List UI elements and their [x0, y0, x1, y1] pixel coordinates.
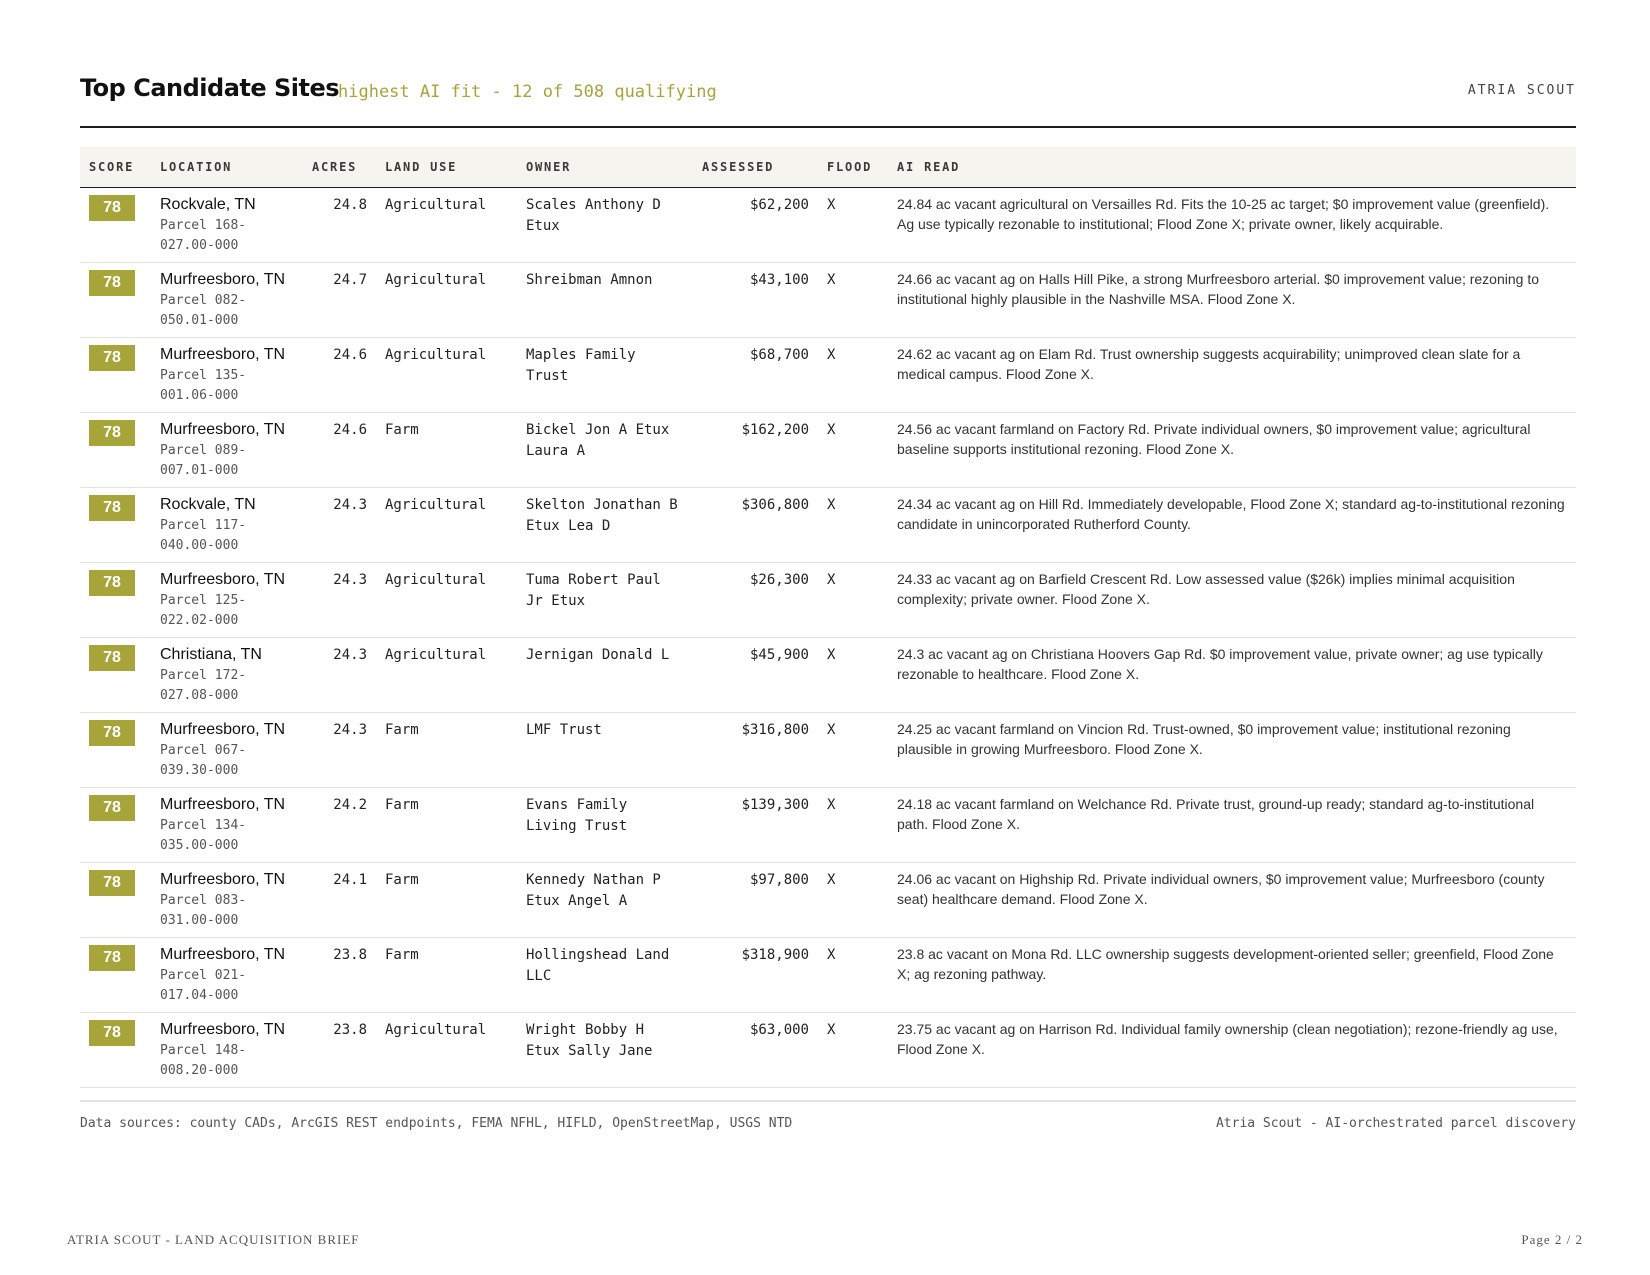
ai-read-cell: 24.84 ac vacant agricultural on Versailles Rd. Fits the 10-25 ac target; $0 improvement value (greenfield). Ag use typically rezonable to institutional; Flood Zone X; private owner, likely acquirable. [888, 188, 1576, 263]
score-cell [80, 638, 151, 713]
land-use-cell: Farm [376, 413, 517, 488]
location-cell [151, 413, 303, 488]
location-cell [151, 338, 303, 413]
score-badge: 78 [89, 495, 135, 521]
candidate-sites-table [80, 147, 1576, 1088]
parcel-id: Parcel 135-001.06-000 [160, 368, 247, 403]
acres-cell: 24.3 [303, 488, 376, 563]
flood-cell: X [818, 338, 888, 413]
table-row [80, 1013, 1576, 1088]
flood-cell: X [818, 263, 888, 338]
column-header-flood: FLOOD [818, 147, 888, 188]
assessed-cell: $26,300 [693, 563, 818, 638]
acres-cell: 24.7 [303, 263, 376, 338]
acres-cell: 24.1 [303, 863, 376, 938]
parcel-id: Parcel 134-035.00-000 [160, 818, 247, 853]
location-city: Murfreesboro, TN [160, 796, 286, 813]
location-cell [151, 938, 303, 1013]
score-badge: 78 [89, 720, 135, 746]
flood-cell: X [818, 188, 888, 263]
acres-cell: 23.8 [303, 938, 376, 1013]
owner-cell: Kennedy Nathan P Etux Angel A [517, 863, 693, 938]
ai-read-cell: 23.75 ac vacant ag on Harrison Rd. Individual family ownership (clean negotiation); rezone-friendly ag use, Flood Zone X. [888, 1013, 1576, 1088]
flood-cell: X [818, 563, 888, 638]
assessed-cell: $68,700 [693, 338, 818, 413]
flood-cell: X [818, 713, 888, 788]
page-title: Top Candidate Sites [80, 74, 340, 102]
table-row [80, 413, 1576, 488]
score-cell [80, 713, 151, 788]
assessed-cell: $306,800 [693, 488, 818, 563]
ai-read-cell: 24.62 ac vacant ag on Elam Rd. Trust ownership suggests acquirability; unimproved clean slate for a medical campus. Flood Zone X. [888, 338, 1576, 413]
parcel-id: Parcel 148-008.20-000 [160, 1043, 247, 1078]
score-badge: 78 [89, 420, 135, 446]
column-header-owner: OWNER [517, 147, 693, 188]
parcel-id: Parcel 168-027.00-000 [160, 218, 247, 253]
location-cell [151, 488, 303, 563]
table-row [80, 788, 1576, 863]
table-row [80, 863, 1576, 938]
score-badge: 78 [89, 570, 135, 596]
parcel-id: Parcel 083-031.00-000 [160, 893, 247, 928]
assessed-cell: $63,000 [693, 1013, 818, 1088]
acres-cell: 24.3 [303, 638, 376, 713]
parcel-id: Parcel 067-039.30-000 [160, 743, 247, 778]
location-city: Murfreesboro, TN [160, 271, 286, 288]
brief-page [80, 70, 1576, 1131]
page-footer-title: ATRIA SCOUT - LAND ACQUISITION BRIEF [67, 1232, 360, 1247]
score-badge: 78 [89, 870, 135, 896]
page-subtitle: highest AI fit - 12 of 508 qualifying [338, 82, 717, 102]
flood-cell: X [818, 863, 888, 938]
owner-cell: Bickel Jon A Etux Laura A [517, 413, 693, 488]
land-use-cell: Agricultural [376, 638, 517, 713]
table-row [80, 263, 1576, 338]
page-footer [67, 1232, 1583, 1248]
table-row [80, 638, 1576, 713]
owner-cell: Tuma Robert Paul Jr Etux [517, 563, 693, 638]
score-badge: 78 [89, 945, 135, 971]
acres-cell: 24.3 [303, 563, 376, 638]
acres-cell: 24.2 [303, 788, 376, 863]
flood-cell: X [818, 788, 888, 863]
score-badge: 78 [89, 645, 135, 671]
assessed-cell: $97,800 [693, 863, 818, 938]
land-use-cell: Agricultural [376, 488, 517, 563]
score-cell [80, 488, 151, 563]
column-header-score: SCORE [80, 147, 151, 188]
ai-read-cell: 24.3 ac vacant ag on Christiana Hoovers Gap Rd. $0 improvement value, private owner; ag use typically rezonable to healthcare. Flood Zone X. [888, 638, 1576, 713]
section-header [80, 70, 1576, 128]
land-use-cell: Agricultural [376, 263, 517, 338]
location-cell [151, 1013, 303, 1088]
assessed-cell: $162,200 [693, 413, 818, 488]
ai-read-cell: 24.34 ac vacant ag on Hill Rd. Immediately developable, Flood Zone X; standard ag-to-institutional rezoning candidate in unincorporated Rutherford County. [888, 488, 1576, 563]
table-row [80, 188, 1576, 263]
flood-cell: X [818, 638, 888, 713]
owner-cell: Hollingshead Land LLC [517, 938, 693, 1013]
table-row [80, 488, 1576, 563]
brand-label: ATRIA SCOUT [1467, 83, 1576, 98]
owner-cell: Jernigan Donald L [517, 638, 693, 713]
location-cell [151, 863, 303, 938]
score-cell [80, 863, 151, 938]
owner-cell: Wright Bobby H Etux Sally Jane [517, 1013, 693, 1088]
location-cell [151, 263, 303, 338]
land-use-cell: Agricultural [376, 338, 517, 413]
ai-read-cell: 23.8 ac vacant on Mona Rd. LLC ownership suggests development-oriented seller; greenfield, Flood Zone X; ag rezoning pathway. [888, 938, 1576, 1013]
assessed-cell: $139,300 [693, 788, 818, 863]
assessed-cell: $316,800 [693, 713, 818, 788]
parcel-id: Parcel 021-017.04-000 [160, 968, 247, 1003]
land-use-cell: Farm [376, 713, 517, 788]
owner-cell: Maples Family Trust [517, 338, 693, 413]
table-body [80, 188, 1576, 1088]
location-city: Rockvale, TN [160, 496, 256, 513]
score-badge: 78 [89, 1020, 135, 1046]
location-city: Murfreesboro, TN [160, 346, 286, 363]
table-row [80, 938, 1576, 1013]
flood-cell: X [818, 413, 888, 488]
flood-cell: X [818, 488, 888, 563]
location-cell [151, 788, 303, 863]
owner-cell: Scales Anthony D Etux [517, 188, 693, 263]
acres-cell: 24.6 [303, 338, 376, 413]
location-city: Christiana, TN [160, 646, 262, 663]
flood-cell: X [818, 938, 888, 1013]
ai-read-cell: 24.25 ac vacant farmland on Vincion Rd. Trust-owned, $0 improvement value; institutional rezoning plausible in growing Murfreesboro. Flood Zone X. [888, 713, 1576, 788]
land-use-cell: Agricultural [376, 563, 517, 638]
parcel-id: Parcel 089-007.01-000 [160, 443, 247, 478]
column-header-location: LOCATION [151, 147, 303, 188]
acres-cell: 24.8 [303, 188, 376, 263]
ai-read-cell: 24.56 ac vacant farmland on Factory Rd. Private individual owners, $0 improvement value; agricultural baseline supports institutional rezoning. Flood Zone X. [888, 413, 1576, 488]
land-use-cell: Agricultural [376, 1013, 517, 1088]
ai-read-cell: 24.06 ac vacant on Highship Rd. Private individual owners, $0 improvement value; Murfreesboro (county seat) healthcare demand. Flood Zone X. [888, 863, 1576, 938]
score-cell [80, 563, 151, 638]
location-cell [151, 563, 303, 638]
land-use-cell: Farm [376, 863, 517, 938]
score-cell [80, 338, 151, 413]
assessed-cell: $318,900 [693, 938, 818, 1013]
column-header-assessed: ASSESSED [693, 147, 818, 188]
assessed-cell: $43,100 [693, 263, 818, 338]
table-row [80, 563, 1576, 638]
location-city: Murfreesboro, TN [160, 871, 286, 888]
owner-cell: Skelton Jonathan B Etux Lea D [517, 488, 693, 563]
assessed-cell: $62,200 [693, 188, 818, 263]
location-city: Murfreesboro, TN [160, 571, 286, 588]
score-cell [80, 188, 151, 263]
location-city: Rockvale, TN [160, 196, 256, 213]
owner-cell: Evans Family Living Trust [517, 788, 693, 863]
score-badge: 78 [89, 345, 135, 371]
score-cell [80, 938, 151, 1013]
ai-read-cell: 24.18 ac vacant farmland on Welchance Rd. Private trust, ground-up ready; standard ag-to-institutional path. Flood Zone X. [888, 788, 1576, 863]
data-footer [80, 1100, 1576, 1131]
score-cell [80, 413, 151, 488]
page-number: Page 2 / 2 [1521, 1232, 1583, 1247]
location-cell [151, 713, 303, 788]
location-city: Murfreesboro, TN [160, 721, 286, 738]
location-city: Murfreesboro, TN [160, 1021, 286, 1038]
parcel-id: Parcel 082-050.01-000 [160, 293, 247, 328]
score-cell [80, 788, 151, 863]
column-header-land-use: LAND USE [376, 147, 517, 188]
score-cell [80, 263, 151, 338]
score-cell [80, 1013, 151, 1088]
data-sources: Data sources: county CADs, ArcGIS REST endpoints, FEMA NFHL, HIFLD, OpenStreetMap, USGS NTD [80, 1116, 793, 1131]
ai-read-cell: 24.66 ac vacant ag on Halls Hill Pike, a strong Murfreesboro arterial. $0 improvement value; rezoning to institutional highly plausible in the Nashville MSA. Flood Zone X. [888, 263, 1576, 338]
assessed-cell: $45,900 [693, 638, 818, 713]
land-use-cell: Farm [376, 938, 517, 1013]
location-cell [151, 638, 303, 713]
parcel-id: Parcel 172-027.08-000 [160, 668, 247, 703]
score-badge: 78 [89, 195, 135, 221]
table-header-row [80, 147, 1576, 188]
location-city: Murfreesboro, TN [160, 421, 286, 438]
ai-read-cell: 24.33 ac vacant ag on Barfield Crescent Rd. Low assessed value ($26k) implies minimal acquisition complexity; private owner. Flood Zone X. [888, 563, 1576, 638]
acres-cell: 23.8 [303, 1013, 376, 1088]
flood-cell: X [818, 1013, 888, 1088]
table-row [80, 338, 1576, 413]
parcel-id: Parcel 125-022.02-000 [160, 593, 247, 628]
acres-cell: 24.3 [303, 713, 376, 788]
acres-cell: 24.6 [303, 413, 376, 488]
location-city: Murfreesboro, TN [160, 946, 286, 963]
table-row [80, 713, 1576, 788]
land-use-cell: Agricultural [376, 188, 517, 263]
land-use-cell: Farm [376, 788, 517, 863]
parcel-id: Parcel 117-040.00-000 [160, 518, 247, 553]
location-cell [151, 188, 303, 263]
column-header-acres: ACRES [303, 147, 376, 188]
owner-cell: LMF Trust [517, 713, 693, 788]
footer-tagline: Atria Scout - AI-orchestrated parcel discovery [1215, 1116, 1576, 1131]
score-badge: 78 [89, 795, 135, 821]
score-badge: 78 [89, 270, 135, 296]
column-header-ai-read: AI READ [888, 147, 1576, 188]
owner-cell: Shreibman Amnon [517, 263, 693, 338]
